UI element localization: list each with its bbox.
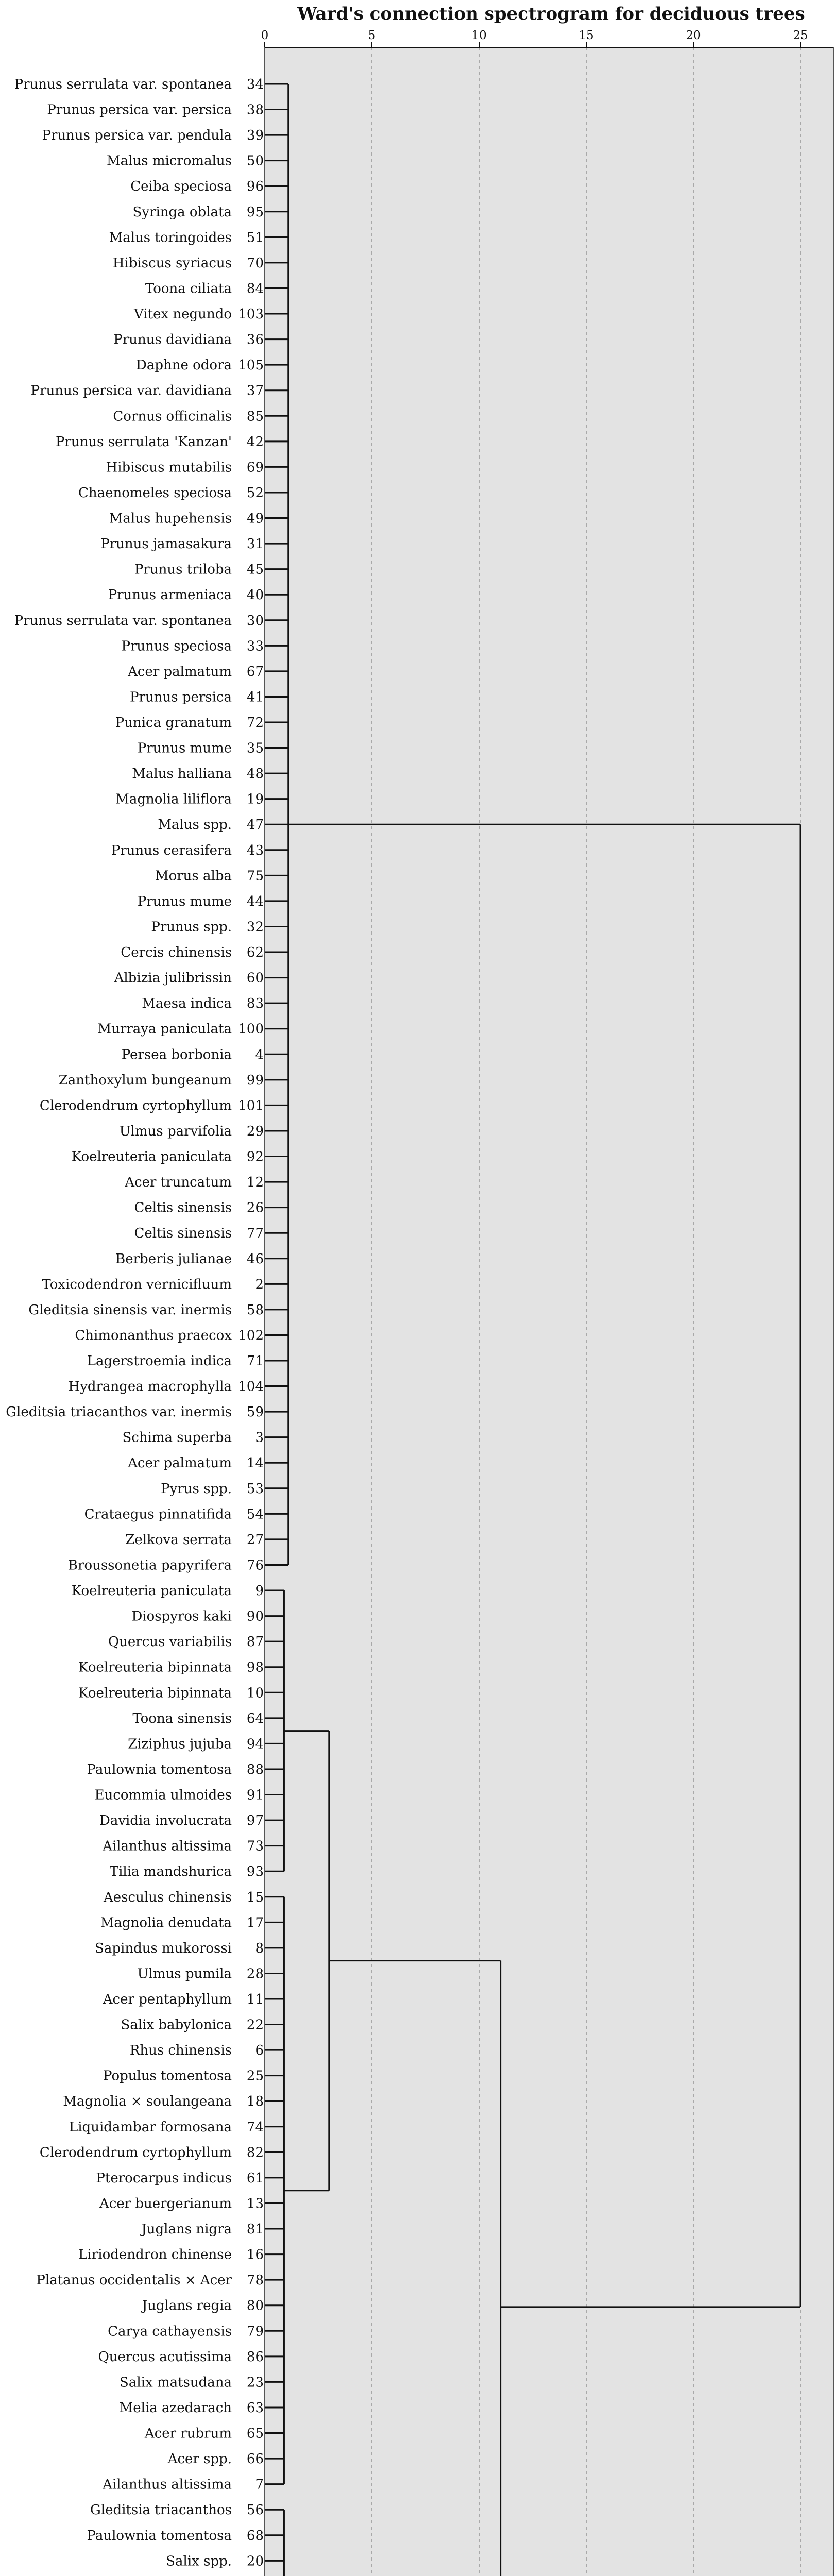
leaf-name-label: Koelreuteria bipinnata xyxy=(78,1659,232,1675)
leaf-id-label: 9 xyxy=(255,1583,264,1599)
leaf-name-label: Pyrus spp. xyxy=(161,1481,232,1497)
leaf-id-label: 63 xyxy=(246,2400,264,2416)
plot-area xyxy=(265,47,833,2576)
leaf-name-label: Toona ciliata xyxy=(145,281,232,297)
leaf-id-label: 52 xyxy=(246,485,264,501)
leaf-id-label: 62 xyxy=(246,945,264,961)
x-tick-label: 25 xyxy=(793,29,808,42)
leaf-name-label: Acer palmatum xyxy=(128,664,232,680)
leaf-id-label: 81 xyxy=(246,2222,264,2238)
leaf-id-label: 31 xyxy=(246,536,264,552)
x-axis xyxy=(261,29,833,47)
leaf-id-label: 35 xyxy=(246,740,264,756)
chart-title: Ward's connection spectrogram for deciduous trees xyxy=(297,4,805,24)
leaf-name-label: Malus halliana xyxy=(132,766,232,782)
leaf-name-label: Juglans regia xyxy=(142,2298,232,2314)
leaf-name-label: Chimonanthus praecox xyxy=(75,1328,232,1344)
leaf-name-label: Prunus mume xyxy=(137,740,232,756)
leaf-name-label: Pterocarpus indicus xyxy=(96,2170,232,2186)
leaf-id-label: 48 xyxy=(246,766,264,782)
leaf-id-label: 41 xyxy=(246,689,264,705)
leaf-name-label: Malus hupehensis xyxy=(109,511,232,527)
leaf-name-label: Hibiscus mutabilis xyxy=(106,460,232,476)
leaf-name-label: Malus spp. xyxy=(158,817,232,833)
leaf-labels xyxy=(6,77,264,2576)
leaf-name-label: Ailanthus altissima xyxy=(103,1838,232,1854)
leaf-id-label: 47 xyxy=(246,817,264,833)
leaf-id-label: 30 xyxy=(246,613,264,629)
leaf-name-label: Prunus cerasifera xyxy=(111,842,232,858)
leaf-name-label: Prunus spp. xyxy=(151,919,232,935)
leaf-id-label: 42 xyxy=(246,434,264,450)
leaf-name-label: Acer truncatum xyxy=(125,1175,232,1191)
leaf-name-label: Morus alba xyxy=(155,868,232,884)
leaf-id-label: 98 xyxy=(246,1659,264,1675)
leaf-id-label: 94 xyxy=(246,1736,264,1752)
leaf-name-label: Ziziphus jujuba xyxy=(128,1736,232,1752)
x-tick-label: 0 xyxy=(261,29,269,42)
leaf-id-label: 104 xyxy=(238,1379,264,1395)
leaf-name-label: Populus tomentosa xyxy=(103,2068,232,2084)
leaf-name-label: Albizia julibrissin xyxy=(114,970,232,986)
leaf-id-label: 39 xyxy=(246,128,264,144)
leaf-name-label: Prunus serrulata var. spontanea xyxy=(14,77,232,92)
leaf-name-label: Toxicodendron vernicifluum xyxy=(42,1277,232,1293)
leaf-id-label: 28 xyxy=(246,1966,264,1982)
leaf-id-label: 18 xyxy=(246,2094,264,2110)
leaf-name-label: Paulownia tomentosa xyxy=(87,2528,232,2544)
leaf-name-label: Ailanthus altissima xyxy=(103,2477,232,2493)
leaf-name-label: Prunus triloba xyxy=(134,562,232,578)
leaf-name-label: Berberis julianae xyxy=(115,1251,232,1267)
leaf-name-label: Vitex negundo xyxy=(134,307,232,323)
leaf-id-label: 6 xyxy=(255,2043,264,2059)
leaf-id-label: 33 xyxy=(246,638,264,654)
leaf-id-label: 2 xyxy=(255,1277,264,1293)
leaf-id-label: 95 xyxy=(246,204,264,220)
leaf-name-label: Magnolia × soulangeana xyxy=(63,2094,232,2110)
leaf-name-label: Prunus davidiana xyxy=(113,332,232,348)
leaf-name-label: Ulmus pumila xyxy=(137,1966,232,1982)
leaf-name-label: Prunus serrulata var. spontanea xyxy=(14,613,232,629)
leaf-id-label: 37 xyxy=(246,383,264,399)
leaf-id-label: 10 xyxy=(246,1685,264,1701)
leaf-id-label: 56 xyxy=(246,2502,264,2518)
leaf-id-label: 100 xyxy=(238,1021,264,1037)
leaf-id-label: 85 xyxy=(246,409,264,425)
leaf-name-label: Punica granatum xyxy=(115,715,232,731)
leaf-name-label: Crataegus pinnatifida xyxy=(84,1506,232,1522)
leaf-id-label: 43 xyxy=(246,842,264,858)
leaf-name-label: Koelreuteria paniculata xyxy=(71,1149,232,1165)
leaf-id-label: 25 xyxy=(246,2068,264,2084)
leaf-name-label: Broussonetia papyrifera xyxy=(67,1557,232,1573)
leaf-name-label: Acer buergerianum xyxy=(99,2196,232,2212)
leaf-name-label: Schima superba xyxy=(122,1430,232,1446)
leaf-name-label: Prunus mume xyxy=(137,893,232,909)
leaf-id-label: 27 xyxy=(246,1532,264,1548)
leaf-name-label: Ceiba speciosa xyxy=(130,179,232,195)
leaf-id-label: 79 xyxy=(246,2324,264,2340)
leaf-id-label: 59 xyxy=(246,1404,264,1420)
leaf-name-label: Cornus officinalis xyxy=(113,409,232,425)
leaf-name-label: Ulmus parvifolia xyxy=(119,1123,232,1139)
leaf-name-label: Acer pentaphyllum xyxy=(103,1992,232,2007)
leaf-name-label: Salix babylonica xyxy=(121,2017,232,2033)
leaf-id-label: 103 xyxy=(238,307,264,323)
leaf-id-label: 44 xyxy=(246,893,264,909)
leaf-name-label: Prunus speciosa xyxy=(121,638,232,654)
leaf-name-label: Hydrangea macrophylla xyxy=(68,1379,232,1395)
leaf-name-label: Rhus chinensis xyxy=(129,2043,232,2059)
leaf-id-label: 75 xyxy=(246,868,264,884)
leaf-id-label: 68 xyxy=(246,2528,264,2544)
leaf-name-label: Acer spp. xyxy=(167,2451,232,2467)
leaf-id-label: 64 xyxy=(246,1710,264,1726)
leaf-id-label: 11 xyxy=(246,1992,264,2007)
leaf-id-label: 88 xyxy=(246,1761,264,1777)
leaf-id-label: 16 xyxy=(246,2247,264,2263)
leaf-id-label: 40 xyxy=(246,587,264,603)
leaf-name-label: Syringa oblata xyxy=(132,204,232,220)
leaf-name-label: Paulownia tomentosa xyxy=(87,1761,232,1777)
leaf-name-label: Platanus occidentalis × Acer xyxy=(36,2273,232,2289)
leaf-name-label: Acer palmatum xyxy=(128,1455,232,1471)
leaf-id-label: 91 xyxy=(246,1787,264,1803)
leaf-name-label: Toona sinensis xyxy=(132,1710,232,1726)
leaf-id-label: 53 xyxy=(246,1481,264,1497)
leaf-name-label: Koelreuteria paniculata xyxy=(71,1583,232,1599)
leaf-name-label: Carya cathayensis xyxy=(108,2324,232,2340)
leaf-name-label: Murraya paniculata xyxy=(97,1021,232,1037)
leaf-id-label: 34 xyxy=(246,77,264,92)
leaf-id-label: 65 xyxy=(246,2426,264,2442)
leaf-id-label: 99 xyxy=(246,1072,264,1088)
leaf-id-label: 3 xyxy=(255,1430,264,1446)
leaf-id-label: 60 xyxy=(246,970,264,986)
leaf-name-label: Celtis sinensis xyxy=(134,1226,232,1242)
leaf-id-label: 26 xyxy=(246,1200,264,1216)
leaf-id-label: 12 xyxy=(246,1175,264,1191)
leaf-id-label: 86 xyxy=(246,2349,264,2365)
leaf-name-label: Zelkova serrata xyxy=(125,1532,232,1548)
leaf-name-label: Liquidambar formosana xyxy=(69,2119,232,2135)
x-tick-label: 10 xyxy=(471,29,487,42)
leaf-name-label: Malus toringoides xyxy=(109,230,232,246)
leaf-id-label: 93 xyxy=(246,1864,264,1880)
leaf-name-label: Maesa indica xyxy=(142,996,232,1012)
leaf-name-label: Lagerstroemia indica xyxy=(87,1353,232,1369)
leaf-id-label: 17 xyxy=(246,1915,264,1931)
leaf-id-label: 36 xyxy=(246,332,264,348)
leaf-name-label: Malus micromalus xyxy=(107,153,232,169)
leaf-id-label: 70 xyxy=(246,255,264,271)
leaf-id-label: 105 xyxy=(238,358,264,374)
leaf-id-label: 84 xyxy=(246,281,264,297)
leaf-id-label: 23 xyxy=(246,2375,264,2391)
leaf-id-label: 78 xyxy=(246,2273,264,2289)
leaf-id-label: 74 xyxy=(246,2119,264,2135)
leaf-id-label: 13 xyxy=(246,2196,264,2212)
leaf-id-label: 29 xyxy=(246,1123,264,1139)
leaf-name-label: Clerodendrum cyrtophyllum xyxy=(39,1098,232,1114)
leaf-id-label: 45 xyxy=(246,562,264,578)
leaf-id-label: 46 xyxy=(246,1251,264,1267)
x-tick-label: 15 xyxy=(578,29,594,42)
leaf-id-label: 54 xyxy=(246,1506,264,1522)
leaf-id-label: 8 xyxy=(255,1940,264,1956)
leaf-name-label: Eucommia ulmoides xyxy=(94,1787,232,1803)
leaf-name-label: Hibiscus syriacus xyxy=(112,255,232,271)
leaf-id-label: 73 xyxy=(246,1838,264,1854)
leaf-name-label: Clerodendrum cyrtophyllum xyxy=(39,2145,232,2161)
leaf-name-label: Tilia mandshurica xyxy=(109,1864,232,1880)
leaf-id-label: 72 xyxy=(246,715,264,731)
leaf-name-label: Prunus persica var. davidiana xyxy=(30,383,232,399)
leaf-id-label: 71 xyxy=(246,1353,264,1369)
leaf-id-label: 4 xyxy=(255,1047,264,1063)
leaf-name-label: Diospyros kaki xyxy=(131,1608,232,1624)
leaf-id-label: 80 xyxy=(246,2298,264,2314)
leaf-name-label: Prunus armeniaca xyxy=(108,587,232,603)
leaf-name-label: Celtis sinensis xyxy=(134,1200,232,1216)
leaf-name-label: Magnolia denudata xyxy=(100,1915,232,1931)
leaf-name-label: Quercus acutissima xyxy=(98,2349,232,2365)
leaf-name-label: Persea borbonia xyxy=(121,1047,232,1063)
leaf-id-label: 15 xyxy=(246,1889,264,1905)
leaf-name-label: Gleditsia triacanthos var. inermis xyxy=(6,1404,232,1420)
leaf-id-label: 102 xyxy=(238,1328,264,1344)
leaf-id-label: 51 xyxy=(246,230,264,246)
x-tick-label: 20 xyxy=(686,29,701,42)
leaf-name-label: Acer rubrum xyxy=(144,2426,232,2442)
leaf-name-label: Salix spp. xyxy=(166,2553,232,2569)
leaf-name-label: Prunus persica xyxy=(130,689,232,705)
leaf-name-label: Daphne odora xyxy=(135,358,232,374)
leaf-id-label: 82 xyxy=(246,2145,264,2161)
leaf-id-label: 83 xyxy=(246,996,264,1012)
leaf-name-label: Melia azedarach xyxy=(119,2400,232,2416)
leaf-id-label: 22 xyxy=(246,2017,264,2033)
leaf-id-label: 87 xyxy=(246,1634,264,1650)
leaf-name-label: Chaenomeles speciosa xyxy=(78,485,232,501)
leaf-name-label: Prunus persica var. pendula xyxy=(42,128,232,144)
leaf-id-label: 50 xyxy=(246,153,264,169)
leaf-id-label: 20 xyxy=(246,2553,264,2569)
leaf-id-label: 101 xyxy=(238,1098,264,1114)
leaf-name-label: Prunus serrulata 'Kanzan' xyxy=(55,434,232,450)
leaf-name-label: Prunus jamasakura xyxy=(100,536,232,552)
leaf-id-label: 76 xyxy=(246,1557,264,1573)
leaf-name-label: Zanthoxylum bungeanum xyxy=(58,1072,232,1088)
leaf-name-label: Juglans nigra xyxy=(141,2222,232,2238)
leaf-id-label: 14 xyxy=(246,1455,264,1471)
leaf-name-label: Aesculus chinensis xyxy=(104,1889,232,1905)
leaf-id-label: 96 xyxy=(246,179,264,195)
leaf-name-label: Gleditsia sinensis var. inermis xyxy=(28,1302,232,1318)
leaf-name-label: Sapindus mukorossi xyxy=(95,1940,232,1956)
leaf-name-label: Koelreuteria bipinnata xyxy=(78,1685,232,1701)
leaf-id-label: 69 xyxy=(246,460,264,476)
leaf-id-label: 58 xyxy=(246,1302,264,1318)
leaf-name-label: Magnolia liliflora xyxy=(115,791,232,807)
x-tick-label: 5 xyxy=(368,29,376,42)
leaf-name-label: Gleditsia triacanthos xyxy=(90,2502,232,2518)
leaf-id-label: 19 xyxy=(246,791,264,807)
leaf-id-label: 61 xyxy=(246,2170,264,2186)
leaf-name-label: Prunus persica var. persica xyxy=(47,102,232,118)
leaf-name-label: Cercis chinensis xyxy=(121,945,232,961)
leaf-id-label: 7 xyxy=(255,2477,264,2493)
leaf-id-label: 90 xyxy=(246,1608,264,1624)
leaf-name-label: Salix matsudana xyxy=(120,2375,232,2391)
leaf-id-label: 67 xyxy=(246,664,264,680)
leaf-id-label: 92 xyxy=(246,1149,264,1165)
leaf-id-label: 66 xyxy=(246,2451,264,2467)
leaf-name-label: Quercus variabilis xyxy=(108,1634,232,1650)
leaf-id-label: 32 xyxy=(246,919,264,935)
leaf-id-label: 49 xyxy=(246,511,264,527)
leaf-id-label: 38 xyxy=(246,102,264,118)
leaf-name-label: Davidia involucrata xyxy=(99,1813,232,1829)
leaf-id-label: 77 xyxy=(246,1226,264,1242)
leaf-name-label: Liriodendron chinense xyxy=(78,2247,232,2263)
leaf-id-label: 97 xyxy=(246,1813,264,1829)
